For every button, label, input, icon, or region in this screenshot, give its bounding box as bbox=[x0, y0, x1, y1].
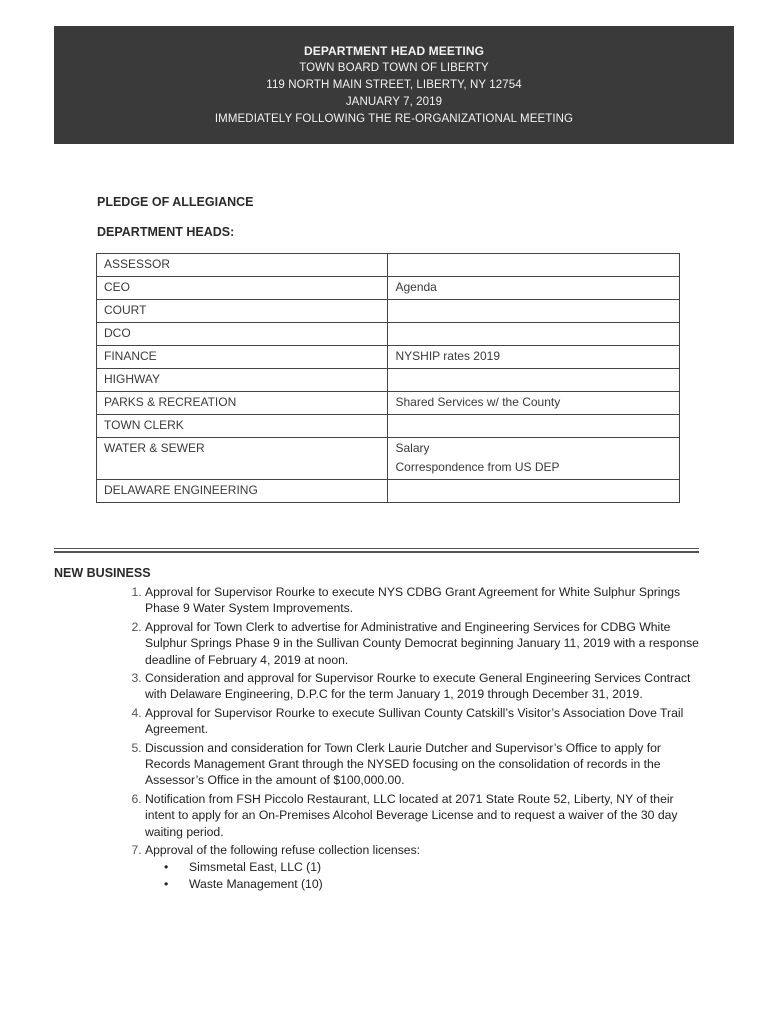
department-row bbox=[97, 323, 680, 346]
new-business-item bbox=[145, 670, 700, 703]
department-notes bbox=[388, 369, 680, 392]
new-business-item bbox=[145, 584, 700, 617]
header-board: TOWN BOARD TOWN OF LIBERTY bbox=[299, 62, 489, 74]
header-address: 119 NORTH MAIN STREET, LIBERTY, NY 12754 bbox=[266, 79, 522, 91]
department-notes bbox=[388, 323, 680, 346]
department-note bbox=[395, 481, 672, 500]
new-business-heading: NEW BUSINESS bbox=[54, 566, 151, 580]
department-note: Salary bbox=[395, 441, 430, 455]
department-notes bbox=[388, 392, 680, 415]
department-row bbox=[97, 277, 680, 300]
new-business-item-text: Approval for Supervisor Rourke to execute Sullivan County Catskill’s Visitor’s Association Dove Trail Agreement. bbox=[145, 705, 684, 737]
department-name: FINANCE bbox=[97, 346, 388, 369]
new-business-item-text: Notification from FSH Piccolo Restaurant, LLC located at 2071 State Route 52, Liberty, NY of their intent to apply for an On-Premises Alcohol Beverage License and to request a waiver of the 30 day waiting period. bbox=[145, 791, 678, 839]
department-note bbox=[395, 370, 672, 389]
new-business-item bbox=[145, 791, 700, 840]
department-notes bbox=[388, 438, 680, 480]
department-row bbox=[97, 300, 680, 323]
department-note bbox=[395, 301, 672, 320]
new-business-item-text: Approval of the following refuse collection licenses: bbox=[145, 843, 421, 858]
department-note: Agenda bbox=[395, 280, 437, 294]
department-row bbox=[97, 346, 680, 369]
new-business-item-text: Approval for Supervisor Rourke to execute NYS CDBG Grant Agreement for White Sulphur Springs Phase 9 Water System Improvements. bbox=[145, 585, 681, 616]
department-note: Correspondence from US DEP bbox=[395, 460, 560, 474]
department-name: DELAWARE ENGINEERING bbox=[97, 480, 388, 503]
department-notes bbox=[388, 254, 680, 277]
department-name: TOWN CLERK bbox=[97, 415, 388, 438]
department-row bbox=[97, 392, 680, 415]
new-business-item-text: Consideration and approval for Supervisor Rourke to execute General Engineering Services Contract with Delaware Engineering, D.P.C for the term January 1, 2019 through December 31, 2019. bbox=[145, 671, 691, 702]
new-business-list bbox=[104, 584, 700, 894]
department-name: DCO bbox=[97, 323, 388, 346]
department-notes bbox=[388, 277, 680, 300]
department-row bbox=[97, 369, 680, 392]
department-heads-table bbox=[96, 253, 680, 503]
department-name: CEO bbox=[97, 277, 388, 300]
department-name: PARKS & RECREATION bbox=[97, 392, 388, 415]
header-timing: IMMEDIATELY FOLLOWING THE RE-ORGANIZATIONAL MEETING bbox=[214, 113, 574, 125]
new-business-item-text: Approval for Town Clerk to advertise for Administrative and Engineering Services for CDBG White Sulphur Springs Phase 9 in the Sullivan County Democrat beginning January 11, 2019 with a response deadline of February 4, 2019 at noon. bbox=[145, 619, 699, 667]
department-name: ASSESSOR bbox=[97, 254, 388, 277]
pledge-heading: PLEDGE OF ALLEGIANCE bbox=[97, 195, 254, 209]
department-name: HIGHWAY bbox=[97, 369, 388, 392]
department-notes bbox=[388, 480, 680, 503]
refuse-license-item: • Waste Management (10) bbox=[189, 876, 700, 892]
department-row bbox=[97, 254, 680, 277]
department-name: WATER & SEWER bbox=[97, 438, 388, 480]
department-notes bbox=[388, 346, 680, 369]
department-note: NYSHIP rates 2019 bbox=[395, 349, 500, 363]
new-business-item-text: Discussion and consideration for Town Clerk Laurie Dutcher and Supervisor’s Office to apply for Records Management Grant through the NYSED focusing on the consolidation of records in the Assessor’s Office in the amount of $100,000.00. bbox=[145, 740, 661, 788]
new-business-item bbox=[145, 619, 700, 668]
department-row bbox=[97, 480, 680, 503]
department-notes bbox=[388, 300, 680, 323]
department-notes bbox=[388, 415, 680, 438]
refuse-license-list bbox=[145, 859, 700, 893]
meeting-header bbox=[54, 26, 734, 144]
department-note bbox=[395, 324, 672, 343]
department-name: COURT bbox=[97, 300, 388, 323]
department-row bbox=[97, 415, 680, 438]
department-row bbox=[97, 438, 680, 480]
new-business-item bbox=[145, 705, 700, 738]
department-heads-heading: DEPARTMENT HEADS: bbox=[97, 225, 235, 239]
department-note bbox=[395, 416, 672, 435]
department-note: Shared Services w/ the County bbox=[395, 395, 561, 409]
section-divider bbox=[54, 548, 699, 553]
meeting-title: DEPARTMENT HEAD MEETING bbox=[303, 44, 485, 58]
department-note bbox=[395, 255, 672, 274]
header-date: JANUARY 7, 2019 bbox=[345, 96, 443, 108]
new-business-item bbox=[145, 740, 700, 789]
refuse-license-item: • Simsmetal East, LLC (1) bbox=[189, 859, 700, 875]
new-business-item bbox=[145, 842, 700, 892]
